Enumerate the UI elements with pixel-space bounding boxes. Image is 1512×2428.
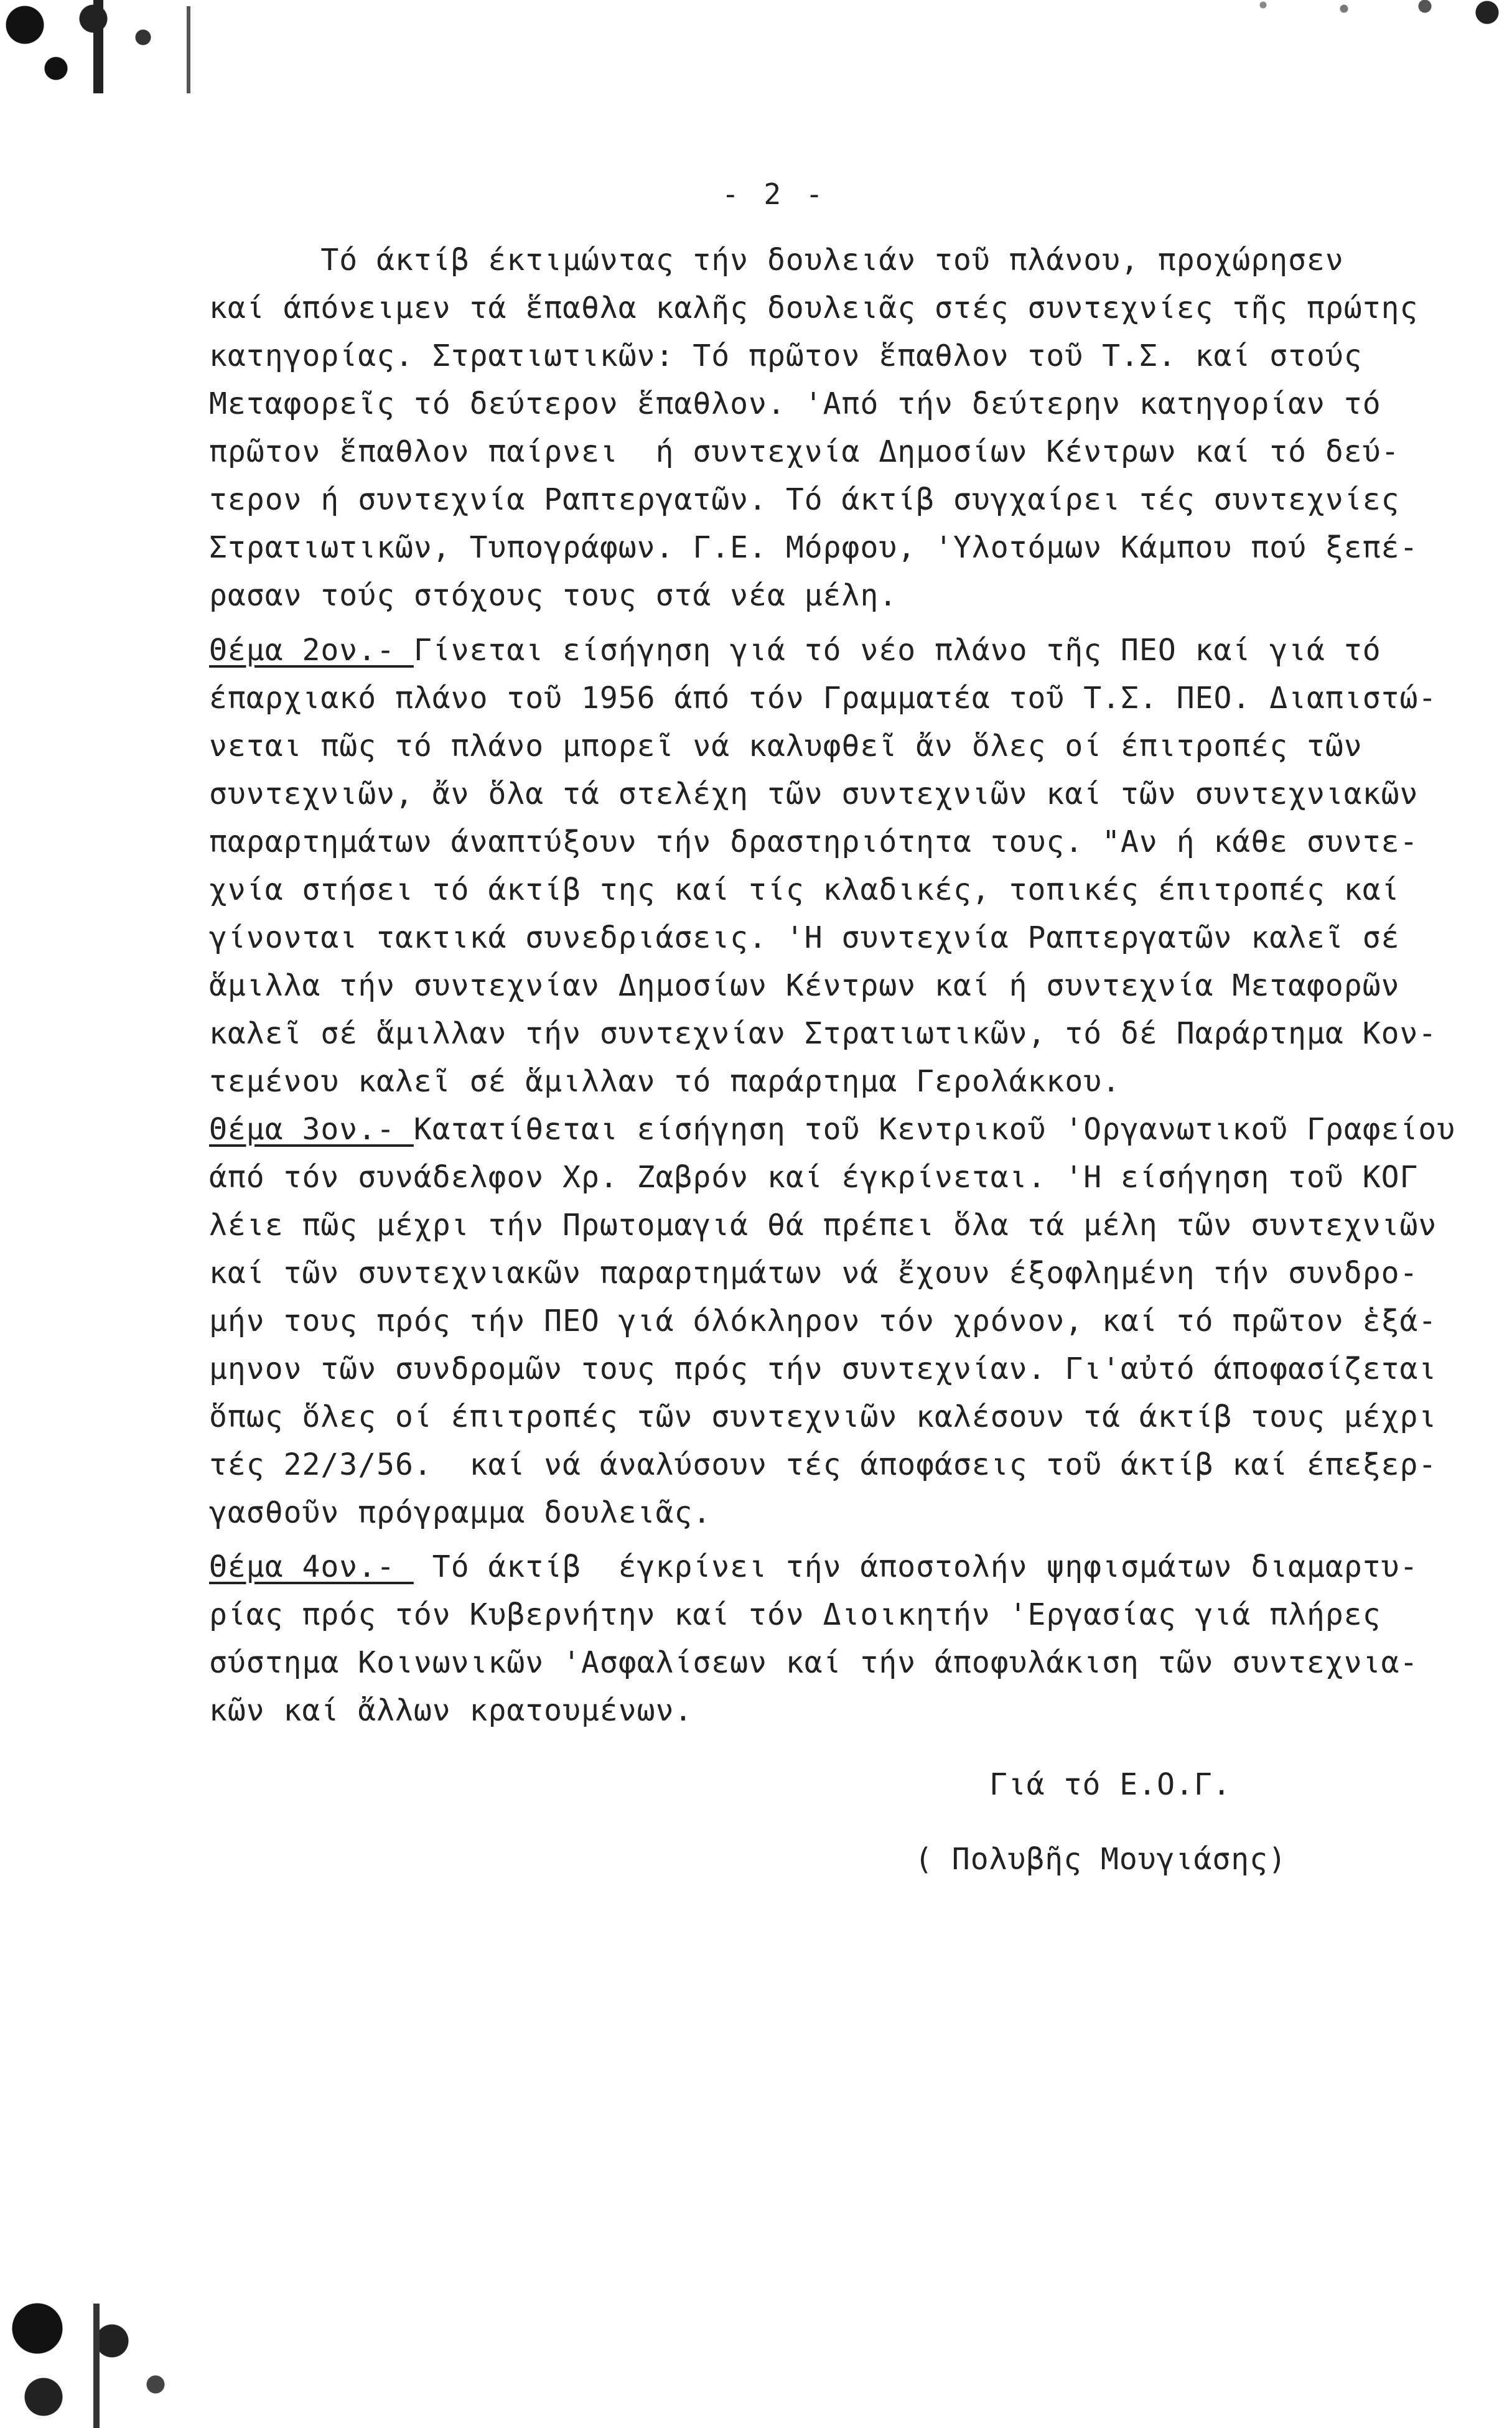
scan-artifact-bottom-left-bar bbox=[93, 2304, 100, 2428]
paragraph-line: κατηγορίας. Στρατιωτικῶν: Τό πρῶτον ἕπαθλον τοῦ Τ.Σ. καί στούς bbox=[209, 339, 1363, 373]
paragraph-line: λέιε πῶς μέχρι τήν Πρωτομαγιά θά πρέπει ὅλα τά μέλη τῶν συντεχνιῶν bbox=[209, 1208, 1437, 1243]
paragraph-line: παραρτημάτων άναπτύξουν τήν δραστηριότητα τους. "Αν ή κάθε συντε- bbox=[209, 824, 1419, 859]
paragraph-line: χνία στήσει τό άκτίβ της καί τίς κλαδικές, τοπικές έπιτροπές καί bbox=[209, 872, 1400, 907]
paragraph-line: καί τῶν συντεχνιακῶν παραρτημάτων νά ἔχουν έξοφλημένη τήν συνδρο- bbox=[209, 1256, 1419, 1291]
paragraph-3 bbox=[209, 1106, 1454, 1537]
paragraph-line: συντεχνιῶν, ἄν ὅλα τά στελέχη τῶν συντεχνιῶν καί τῶν συντεχνιακῶν bbox=[209, 777, 1419, 811]
paragraph-line: ὅπως ὅλες οί έπιτροπές τῶν συντεχνιῶν καλέσουν τά άκτίβ τους μέχρι bbox=[209, 1399, 1437, 1434]
paragraph-line: μηνον τῶν συνδρομῶν τους πρός τήν συντεχνίαν. Γι'αὐτό άποφασίζεται bbox=[209, 1352, 1437, 1386]
theme-4-label: Θέμα 4ον.- bbox=[209, 1549, 414, 1584]
theme-3-first-line-text: Κατατίθεται είσήγηση τοῦ Κεντρικοῦ 'Οργανωτικοῦ Γραφείου bbox=[413, 1112, 1456, 1147]
theme-2-first-line-text: Γίνεται είσήγηση γιά τό νέο πλάνο τῆς ΠΕΟ καί γιά τό bbox=[413, 633, 1381, 668]
paragraph-line: γασθοῦν πρόγραμμα δουλειᾶς. bbox=[209, 1495, 712, 1530]
paragraph-first-line bbox=[209, 627, 1454, 675]
paragraph-first-line bbox=[209, 1543, 1454, 1591]
paragraph-line: ἅμιλλα τήν συντεχνίαν Δημοσίων Κέντρων καί ή συντεχνία Μεταφορῶν bbox=[209, 968, 1400, 1003]
paragraph-2 bbox=[209, 627, 1454, 1106]
paragraph-line: τές 22/3/56. καί νά άναλύσουν τές άποφάσεις τοῦ άκτίβ καί έπεξερ- bbox=[209, 1447, 1437, 1482]
paragraph-line: μήν τους πρός τήν ΠΕΟ γιά όλόκληρον τόν χρόνον, καί τό πρῶτον ἑξά- bbox=[209, 1304, 1437, 1338]
paragraph-4 bbox=[209, 1543, 1454, 1735]
scan-artifact-bottom-left bbox=[0, 2291, 199, 2428]
paragraph-line: τεμένου καλεῖ σέ ἅμιλλαν τό παράρτημα Γερολάκκου. bbox=[209, 1064, 1121, 1099]
paragraph-line: κῶν καί ἄλλων κρατουμένων. bbox=[209, 1693, 693, 1728]
paragraph-line: νεται πῶς τό πλάνο μπορεῖ νά καλυφθεῖ ἄν ὅλες οί έπιτροπές τῶν bbox=[209, 729, 1363, 763]
theme-3-label: Θέμα 3ον.- bbox=[209, 1112, 414, 1147]
paragraph-line: Στρατιωτικῶν, Τυπογράφων. Γ.Ε. Μόρφου, 'Υλοτόμων Κάμπου πού ξεπέ- bbox=[209, 530, 1419, 565]
scan-artifact-top-left-bar2 bbox=[187, 6, 190, 93]
paragraph-line: τερον ή συντεχνία Ραπτεργατῶν. Τό άκτίβ συγχαίρει τές συντεχνίες bbox=[209, 482, 1400, 517]
theme-2-label: Θέμα 2ον.- bbox=[209, 633, 414, 668]
paragraph-line: καί άπόνειμεν τά ἕπαθλα καλῆς δουλειᾶς στές συντεχνίες τῆς πρώτης bbox=[209, 291, 1419, 325]
paragraph-line: πρῶτον ἕπαθλον παίρνει ή συντεχνία Δημοσίων Κέντρων καί τό δεύ- bbox=[209, 434, 1400, 469]
paragraph-line: έπαρχιακό πλάνο τοῦ 1956 άπό τόν Γραμματέα τοῦ Τ.Σ. ΠΕΟ. Διαπιστώ- bbox=[209, 681, 1437, 716]
paragraph-line: Τό άκτίβ έκτιμώντας τήν δουλειάν τοῦ πλάνου, προχώρησεν bbox=[209, 243, 1344, 278]
paragraph-line: σύστημα Κοινωνικῶν 'Ασφαλίσεων καί τήν άποφυλάκιση τῶν συντεχνια- bbox=[209, 1645, 1419, 1680]
signature-name: ( Πολυβῆς Μουγιάσης) bbox=[915, 1842, 1287, 1877]
paragraph-line: ρίας πρός τόν Κυβερνήτην καί τόν Διοικητήν 'Εργασίας γιά πλήρες bbox=[209, 1597, 1381, 1632]
paragraph-line: άπό τόν συνάδελφον Χρ. Ζαβρόν καί έγκρίνεται. 'Η είσήγηση τοῦ ΚΟΓ bbox=[209, 1160, 1419, 1195]
paragraph-line: καλεῖ σέ ἅμιλλαν τήν συντεχνίαν Στρατιωτικῶν, τό δέ Παράρτημα Κον- bbox=[209, 1016, 1437, 1051]
scan-artifact-top-left-bar bbox=[93, 0, 103, 93]
paragraph-first-line bbox=[209, 1106, 1454, 1154]
signature-for-line: Γιά τό Ε.Ο.Γ. bbox=[989, 1767, 1231, 1802]
page-number: - 2 - bbox=[722, 177, 827, 211]
scan-artifact-top-right bbox=[1076, 0, 1512, 25]
paragraph-line: γίνονται τακτικά συνεδριάσεις. 'Η συντεχνία Ραπτεργατῶν καλεῖ σέ bbox=[209, 920, 1400, 955]
theme-4-first-line-text: Τό άκτίβ έγκρίνει τήν άποστολήν ψηφισμάτων διαμαρτυ- bbox=[413, 1549, 1419, 1584]
paragraph-line: ρασαν τούς στόχους τους στά νέα μέλη. bbox=[209, 578, 898, 613]
paragraph-1 bbox=[209, 236, 1454, 620]
paragraph-line: Μεταφορεῖς τό δεύτερον ἕπαθλον. 'Από τήν δεύτερην κατηγορίαν τό bbox=[209, 386, 1381, 421]
